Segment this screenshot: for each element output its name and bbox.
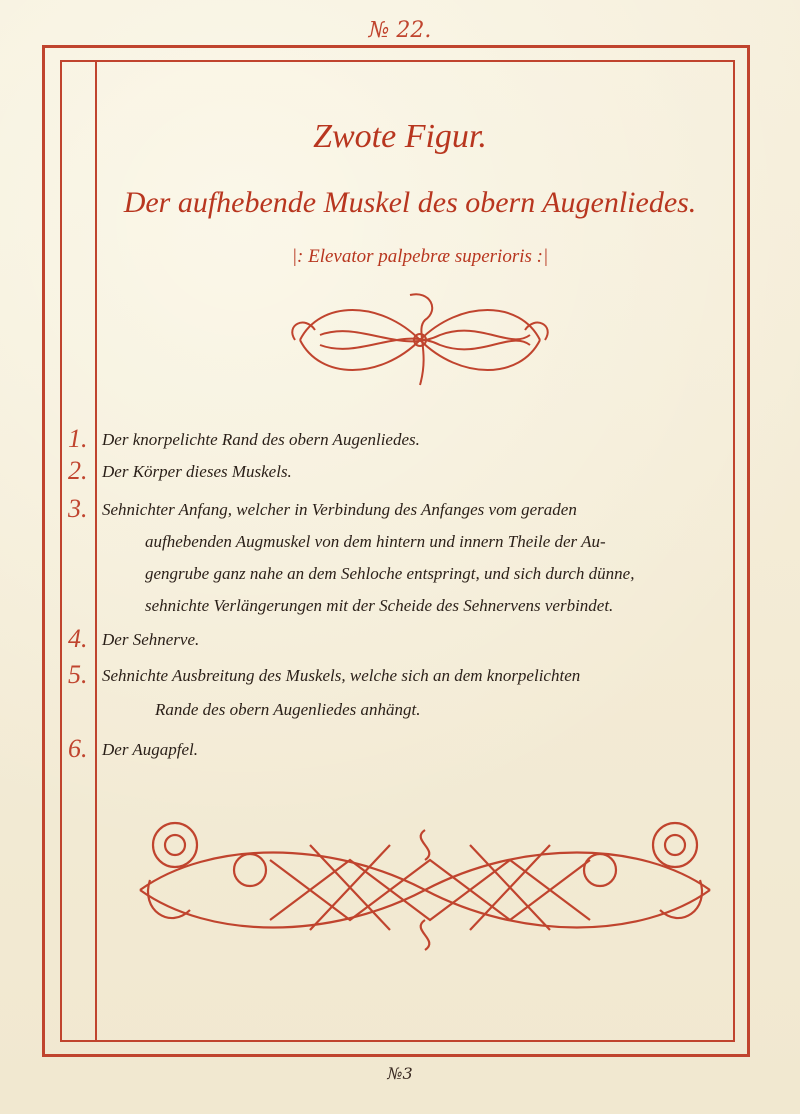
legend-text: Der Augapfel. [102, 740, 199, 759]
legend-number: 2. [68, 456, 88, 485]
legend-text: gengrube ganz nahe an dem Sehloche entspringt, und sich durch dünne, [145, 564, 635, 583]
legend-text: Sehnichte Ausbreitung des Muskels, welche sich an dem knorpelichten [102, 666, 581, 685]
legend-text: Der knorpelichte Rand des obern Augenliedes. [102, 430, 420, 449]
legend-text: sehnichte Verlängerungen mit der Scheide des Sehnervens verbindet. [145, 596, 614, 615]
legend-number: 1. [68, 424, 88, 453]
footer-number: №3 [387, 1064, 413, 1083]
legend-text: Sehnichter Anfang, welcher in Verbindung des Anfanges vom geraden [102, 500, 577, 519]
legend-number: 4. [68, 624, 88, 653]
legend-text: aufhebenden Augmuskel von dem hintern und innern Theile der Au- [145, 532, 606, 551]
flourish-ornament-bottom [130, 800, 720, 960]
plate-number: № 22. [368, 18, 432, 43]
latin-name: |: Elevator palpebræ superioris :| [291, 246, 549, 267]
flourish-ornament-top [280, 280, 560, 400]
legend-number: 5. [68, 660, 88, 689]
page-subtitle: Der aufhebende Muskel des obern Augenliedes. [123, 186, 697, 219]
page-title: Zwote Figur. [313, 118, 487, 155]
margin-rule [95, 60, 97, 1042]
legend-number: 6. [68, 734, 88, 763]
legend-text: Der Sehnerve. [102, 630, 200, 649]
legend-number: 3. [68, 494, 88, 523]
legend-text: Rande des obern Augenliedes anhängt. [155, 700, 421, 719]
legend-text: Der Körper dieses Muskels. [102, 462, 292, 481]
